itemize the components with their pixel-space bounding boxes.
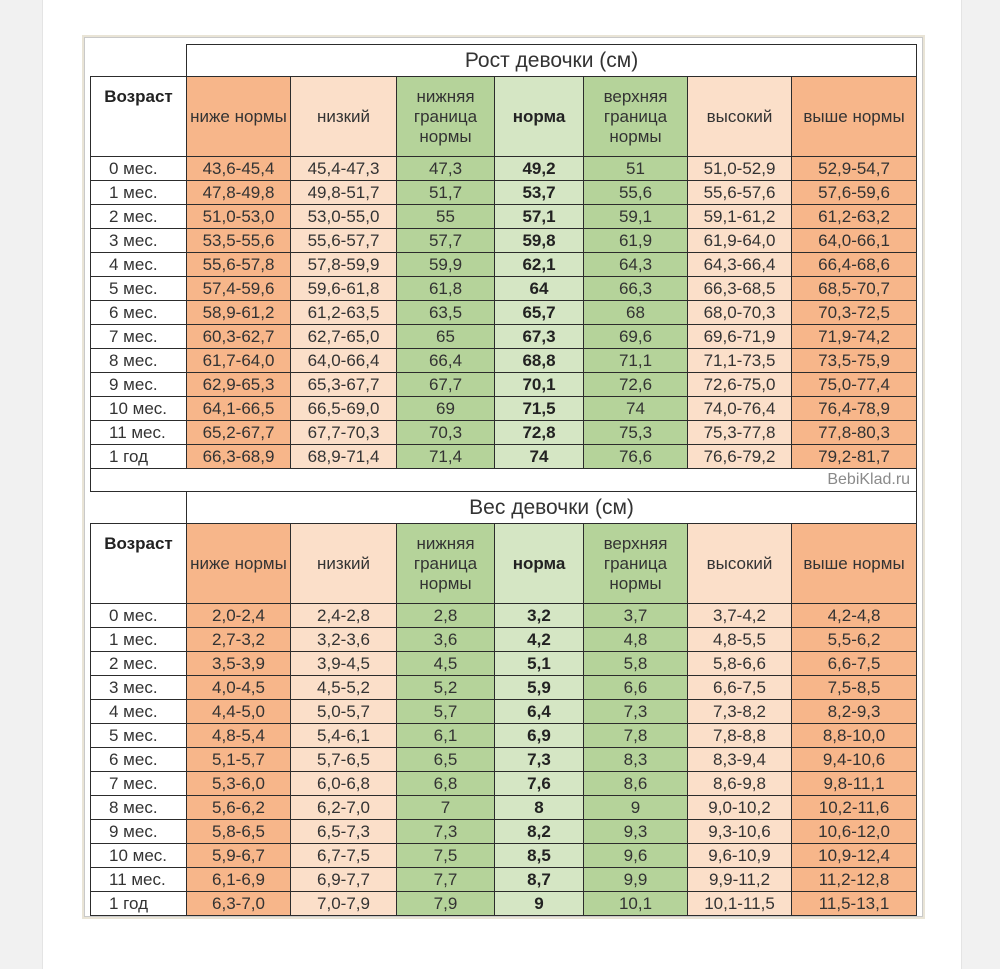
cell-below-norm: 5,8-6,5 bbox=[187, 820, 291, 844]
cell-norm: 72,8 bbox=[495, 421, 584, 445]
cell-upper-bound: 76,6 bbox=[584, 445, 688, 469]
cell-lower-bound: 65 bbox=[397, 325, 495, 349]
cell-age: 1 год bbox=[91, 892, 187, 916]
cell-norm: 57,1 bbox=[495, 205, 584, 229]
cell-age: 1 год bbox=[91, 445, 187, 469]
cell-lower-bound: 5,7 bbox=[397, 700, 495, 724]
cell-lower-bound: 7 bbox=[397, 796, 495, 820]
weight-header-upper-bound: верхняя граница нормы bbox=[584, 524, 688, 604]
watermark-row bbox=[91, 469, 917, 492]
cell-norm: 8 bbox=[495, 796, 584, 820]
cell-upper-bound: 4,8 bbox=[584, 628, 688, 652]
cell-norm: 5,1 bbox=[495, 652, 584, 676]
cell-high: 75,3-77,8 bbox=[688, 421, 792, 445]
cell-lower-bound: 69 bbox=[397, 397, 495, 421]
watermark-spacer bbox=[187, 469, 688, 492]
cell-age: 2 мес. bbox=[91, 652, 187, 676]
cell-below-norm: 58,9-61,2 bbox=[187, 301, 291, 325]
height-table-row bbox=[91, 229, 917, 253]
spreadsheet-image bbox=[84, 37, 923, 917]
cell-age: 6 мес. bbox=[91, 748, 187, 772]
cell-low: 6,0-6,8 bbox=[291, 772, 397, 796]
cell-low: 4,5-5,2 bbox=[291, 676, 397, 700]
cell-upper-bound: 66,3 bbox=[584, 277, 688, 301]
cell-below-norm: 62,9-65,3 bbox=[187, 373, 291, 397]
cell-upper-bound: 74 bbox=[584, 397, 688, 421]
cell-below-norm: 4,8-5,4 bbox=[187, 724, 291, 748]
height-table-row bbox=[91, 277, 917, 301]
height-table-row bbox=[91, 397, 917, 421]
cell-below-norm: 61,7-64,0 bbox=[187, 349, 291, 373]
cell-lower-bound: 66,4 bbox=[397, 349, 495, 373]
cell-below-norm: 47,8-49,8 bbox=[187, 181, 291, 205]
cell-below-norm: 4,0-4,5 bbox=[187, 676, 291, 700]
cell-below-norm: 6,3-7,0 bbox=[187, 892, 291, 916]
cell-high: 9,3-10,6 bbox=[688, 820, 792, 844]
height-table-row bbox=[91, 325, 917, 349]
cell-high: 51,0-52,9 bbox=[688, 157, 792, 181]
height-table-row bbox=[91, 157, 917, 181]
weight-header-above-norm: выше нормы bbox=[792, 524, 917, 604]
cell-above-norm: 75,0-77,4 bbox=[792, 373, 917, 397]
cell-low: 3,9-4,5 bbox=[291, 652, 397, 676]
cell-high: 61,9-64,0 bbox=[688, 229, 792, 253]
cell-below-norm: 5,3-6,0 bbox=[187, 772, 291, 796]
cell-age: 8 мес. bbox=[91, 796, 187, 820]
cell-lower-bound: 7,9 bbox=[397, 892, 495, 916]
cell-low: 45,4-47,3 bbox=[291, 157, 397, 181]
weight-title-row bbox=[91, 492, 917, 524]
weight-table-row bbox=[91, 652, 917, 676]
cell-low: 2,4-2,8 bbox=[291, 604, 397, 628]
height-header-below-norm: ниже нормы bbox=[187, 77, 291, 157]
cell-lower-bound: 2,8 bbox=[397, 604, 495, 628]
cell-lower-bound: 7,5 bbox=[397, 844, 495, 868]
height-header-above-norm: выше нормы bbox=[792, 77, 917, 157]
weight-table-row bbox=[91, 628, 917, 652]
cell-high: 74,0-76,4 bbox=[688, 397, 792, 421]
cell-upper-bound: 9,9 bbox=[584, 868, 688, 892]
cell-below-norm: 5,6-6,2 bbox=[187, 796, 291, 820]
weight-table-row bbox=[91, 868, 917, 892]
weight-header-row bbox=[91, 524, 917, 604]
cell-low: 5,4-6,1 bbox=[291, 724, 397, 748]
cell-above-norm: 77,8-80,3 bbox=[792, 421, 917, 445]
cell-low: 66,5-69,0 bbox=[291, 397, 397, 421]
cell-above-norm: 9,8-11,1 bbox=[792, 772, 917, 796]
cell-upper-bound: 5,8 bbox=[584, 652, 688, 676]
cell-lower-bound: 59,9 bbox=[397, 253, 495, 277]
height-table-row bbox=[91, 181, 917, 205]
cell-low: 59,6-61,8 bbox=[291, 277, 397, 301]
cell-lower-bound: 67,7 bbox=[397, 373, 495, 397]
cell-above-norm: 61,2-63,2 bbox=[792, 205, 917, 229]
cell-high: 59,1-61,2 bbox=[688, 205, 792, 229]
height-table-row bbox=[91, 253, 917, 277]
cell-norm: 9 bbox=[495, 892, 584, 916]
cell-above-norm: 8,8-10,0 bbox=[792, 724, 917, 748]
cell-norm: 8,2 bbox=[495, 820, 584, 844]
cell-norm: 53,7 bbox=[495, 181, 584, 205]
cell-age: 9 мес. bbox=[91, 373, 187, 397]
cell-norm: 7,3 bbox=[495, 748, 584, 772]
page bbox=[42, 0, 962, 969]
cell-lower-bound: 7,3 bbox=[397, 820, 495, 844]
cell-upper-bound: 3,7 bbox=[584, 604, 688, 628]
weight-header-lower-bound: нижняя граница нормы bbox=[397, 524, 495, 604]
height-header-age: Возраст bbox=[91, 77, 187, 157]
cell-upper-bound: 6,6 bbox=[584, 676, 688, 700]
cell-above-norm: 73,5-75,9 bbox=[792, 349, 917, 373]
cell-low: 5,0-5,7 bbox=[291, 700, 397, 724]
weight-table-row bbox=[91, 604, 917, 628]
cell-high: 68,0-70,3 bbox=[688, 301, 792, 325]
cell-low: 49,8-51,7 bbox=[291, 181, 397, 205]
cell-high: 3,7-4,2 bbox=[688, 604, 792, 628]
cell-age: 5 мес. bbox=[91, 277, 187, 301]
cell-high: 55,6-57,6 bbox=[688, 181, 792, 205]
cell-lower-bound: 3,6 bbox=[397, 628, 495, 652]
cell-norm: 8,7 bbox=[495, 868, 584, 892]
cell-upper-bound: 51 bbox=[584, 157, 688, 181]
weight-table-row bbox=[91, 892, 917, 916]
growth-tables bbox=[90, 44, 917, 916]
weight-header-age: Возраст bbox=[91, 524, 187, 604]
cell-upper-bound: 68 bbox=[584, 301, 688, 325]
cell-above-norm: 71,9-74,2 bbox=[792, 325, 917, 349]
cell-low: 65,3-67,7 bbox=[291, 373, 397, 397]
height-header-high: высокий bbox=[688, 77, 792, 157]
cell-above-norm: 6,6-7,5 bbox=[792, 652, 917, 676]
cell-high: 64,3-66,4 bbox=[688, 253, 792, 277]
cell-high: 71,1-73,5 bbox=[688, 349, 792, 373]
cell-norm: 3,2 bbox=[495, 604, 584, 628]
cell-below-norm: 65,2-67,7 bbox=[187, 421, 291, 445]
cell-lower-bound: 71,4 bbox=[397, 445, 495, 469]
cell-below-norm: 6,1-6,9 bbox=[187, 868, 291, 892]
cell-upper-bound: 7,8 bbox=[584, 724, 688, 748]
cell-lower-bound: 47,3 bbox=[397, 157, 495, 181]
cell-upper-bound: 8,3 bbox=[584, 748, 688, 772]
cell-norm: 68,8 bbox=[495, 349, 584, 373]
cell-high: 10,1-11,5 bbox=[688, 892, 792, 916]
cell-high: 66,3-68,5 bbox=[688, 277, 792, 301]
cell-below-norm: 2,7-3,2 bbox=[187, 628, 291, 652]
cell-above-norm: 10,2-11,6 bbox=[792, 796, 917, 820]
cell-upper-bound: 59,1 bbox=[584, 205, 688, 229]
weight-table-row bbox=[91, 748, 917, 772]
cell-below-norm: 53,5-55,6 bbox=[187, 229, 291, 253]
cell-high: 8,3-9,4 bbox=[688, 748, 792, 772]
cell-low: 3,2-3,6 bbox=[291, 628, 397, 652]
cell-below-norm: 64,1-66,5 bbox=[187, 397, 291, 421]
cell-norm: 5,9 bbox=[495, 676, 584, 700]
weight-table-row bbox=[91, 844, 917, 868]
cell-age: 11 мес. bbox=[91, 421, 187, 445]
cell-below-norm: 51,0-53,0 bbox=[187, 205, 291, 229]
cell-lower-bound: 61,8 bbox=[397, 277, 495, 301]
cell-below-norm: 57,4-59,6 bbox=[187, 277, 291, 301]
cell-low: 67,7-70,3 bbox=[291, 421, 397, 445]
cell-age: 1 мес. bbox=[91, 628, 187, 652]
cell-above-norm: 66,4-68,6 bbox=[792, 253, 917, 277]
cell-low: 68,9-71,4 bbox=[291, 445, 397, 469]
weight-table-row bbox=[91, 772, 917, 796]
cell-above-norm: 11,2-12,8 bbox=[792, 868, 917, 892]
cell-upper-bound: 71,1 bbox=[584, 349, 688, 373]
cell-high: 8,6-9,8 bbox=[688, 772, 792, 796]
cell-age: 0 мес. bbox=[91, 604, 187, 628]
height-header-low: низкий bbox=[291, 77, 397, 157]
cell-lower-bound: 6,5 bbox=[397, 748, 495, 772]
cell-high: 5,8-6,6 bbox=[688, 652, 792, 676]
cell-below-norm: 43,6-45,4 bbox=[187, 157, 291, 181]
cell-above-norm: 79,2-81,7 bbox=[792, 445, 917, 469]
cell-lower-bound: 6,8 bbox=[397, 772, 495, 796]
cell-low: 6,2-7,0 bbox=[291, 796, 397, 820]
cell-norm: 59,8 bbox=[495, 229, 584, 253]
cell-upper-bound: 8,6 bbox=[584, 772, 688, 796]
cell-age: 3 мес. bbox=[91, 676, 187, 700]
cell-norm: 6,4 bbox=[495, 700, 584, 724]
height-title: Рост девочки (см) bbox=[187, 45, 917, 77]
watermark-spacer bbox=[91, 469, 187, 492]
cell-below-norm: 55,6-57,8 bbox=[187, 253, 291, 277]
height-table-row bbox=[91, 421, 917, 445]
site-watermark: BebiKlad.ru bbox=[688, 469, 917, 492]
cell-high: 7,3-8,2 bbox=[688, 700, 792, 724]
cell-upper-bound: 10,1 bbox=[584, 892, 688, 916]
cell-high: 76,6-79,2 bbox=[688, 445, 792, 469]
cell-low: 7,0-7,9 bbox=[291, 892, 397, 916]
cell-upper-bound: 7,3 bbox=[584, 700, 688, 724]
cell-lower-bound: 4,5 bbox=[397, 652, 495, 676]
cell-lower-bound: 7,7 bbox=[397, 868, 495, 892]
cell-below-norm: 5,9-6,7 bbox=[187, 844, 291, 868]
height-table-row bbox=[91, 205, 917, 229]
height-table-row bbox=[91, 349, 917, 373]
cell-upper-bound: 9,6 bbox=[584, 844, 688, 868]
cell-high: 7,8-8,8 bbox=[688, 724, 792, 748]
cell-low: 5,7-6,5 bbox=[291, 748, 397, 772]
cell-age: 11 мес. bbox=[91, 868, 187, 892]
cell-above-norm: 11,5-13,1 bbox=[792, 892, 917, 916]
height-header-upper-bound: верхняя граница нормы bbox=[584, 77, 688, 157]
cell-age: 3 мес. bbox=[91, 229, 187, 253]
cell-above-norm: 64,0-66,1 bbox=[792, 229, 917, 253]
height-table-row bbox=[91, 373, 917, 397]
cell-upper-bound: 64,3 bbox=[584, 253, 688, 277]
cell-low: 55,6-57,7 bbox=[291, 229, 397, 253]
cell-age: 10 мес. bbox=[91, 397, 187, 421]
cell-high: 9,9-11,2 bbox=[688, 868, 792, 892]
cell-age: 1 мес. bbox=[91, 181, 187, 205]
weight-table-row bbox=[91, 796, 917, 820]
weight-table-row bbox=[91, 700, 917, 724]
cell-below-norm: 66,3-68,9 bbox=[187, 445, 291, 469]
cell-norm: 6,9 bbox=[495, 724, 584, 748]
cell-age: 0 мес. bbox=[91, 157, 187, 181]
cell-lower-bound: 5,2 bbox=[397, 676, 495, 700]
cell-lower-bound: 63,5 bbox=[397, 301, 495, 325]
cell-age: 9 мес. bbox=[91, 820, 187, 844]
weight-corner bbox=[91, 492, 187, 524]
height-header-norm: норма bbox=[495, 77, 584, 157]
cell-age: 2 мес. bbox=[91, 205, 187, 229]
weight-table-row bbox=[91, 724, 917, 748]
cell-low: 53,0-55,0 bbox=[291, 205, 397, 229]
cell-high: 9,6-10,9 bbox=[688, 844, 792, 868]
cell-norm: 8,5 bbox=[495, 844, 584, 868]
cell-above-norm: 7,5-8,5 bbox=[792, 676, 917, 700]
cell-norm: 7,6 bbox=[495, 772, 584, 796]
height-title-row bbox=[91, 45, 917, 77]
cell-low: 57,8-59,9 bbox=[291, 253, 397, 277]
cell-high: 9,0-10,2 bbox=[688, 796, 792, 820]
cell-above-norm: 10,6-12,0 bbox=[792, 820, 917, 844]
cell-lower-bound: 55 bbox=[397, 205, 495, 229]
weight-header-low: низкий bbox=[291, 524, 397, 604]
cell-high: 6,6-7,5 bbox=[688, 676, 792, 700]
cell-above-norm: 70,3-72,5 bbox=[792, 301, 917, 325]
cell-above-norm: 10,9-12,4 bbox=[792, 844, 917, 868]
cell-norm: 4,2 bbox=[495, 628, 584, 652]
weight-table-row bbox=[91, 820, 917, 844]
cell-high: 4,8-5,5 bbox=[688, 628, 792, 652]
cell-upper-bound: 75,3 bbox=[584, 421, 688, 445]
cell-norm: 74 bbox=[495, 445, 584, 469]
cell-upper-bound: 69,6 bbox=[584, 325, 688, 349]
height-table-row bbox=[91, 445, 917, 469]
height-header-lower-bound: нижняя граница нормы bbox=[397, 77, 495, 157]
weight-header-below-norm: ниже нормы bbox=[187, 524, 291, 604]
cell-norm: 65,7 bbox=[495, 301, 584, 325]
cell-low: 6,5-7,3 bbox=[291, 820, 397, 844]
cell-age: 7 мес. bbox=[91, 772, 187, 796]
cell-norm: 70,1 bbox=[495, 373, 584, 397]
cell-below-norm: 5,1-5,7 bbox=[187, 748, 291, 772]
cell-low: 62,7-65,0 bbox=[291, 325, 397, 349]
cell-above-norm: 76,4-78,9 bbox=[792, 397, 917, 421]
cell-norm: 67,3 bbox=[495, 325, 584, 349]
cell-low: 6,7-7,5 bbox=[291, 844, 397, 868]
cell-high: 72,6-75,0 bbox=[688, 373, 792, 397]
cell-norm: 62,1 bbox=[495, 253, 584, 277]
cell-above-norm: 9,4-10,6 bbox=[792, 748, 917, 772]
cell-upper-bound: 9 bbox=[584, 796, 688, 820]
cell-low: 64,0-66,4 bbox=[291, 349, 397, 373]
cell-age: 4 мес. bbox=[91, 700, 187, 724]
cell-lower-bound: 6,1 bbox=[397, 724, 495, 748]
cell-upper-bound: 72,6 bbox=[584, 373, 688, 397]
cell-high: 69,6-71,9 bbox=[688, 325, 792, 349]
cell-below-norm: 60,3-62,7 bbox=[187, 325, 291, 349]
cell-above-norm: 5,5-6,2 bbox=[792, 628, 917, 652]
cell-lower-bound: 70,3 bbox=[397, 421, 495, 445]
cell-low: 6,9-7,7 bbox=[291, 868, 397, 892]
weight-header-high: высокий bbox=[688, 524, 792, 604]
cell-age: 6 мес. bbox=[91, 301, 187, 325]
cell-lower-bound: 57,7 bbox=[397, 229, 495, 253]
weight-table-row bbox=[91, 676, 917, 700]
cell-upper-bound: 9,3 bbox=[584, 820, 688, 844]
cell-norm: 64 bbox=[495, 277, 584, 301]
cell-below-norm: 3,5-3,9 bbox=[187, 652, 291, 676]
cell-lower-bound: 51,7 bbox=[397, 181, 495, 205]
cell-below-norm: 2,0-2,4 bbox=[187, 604, 291, 628]
cell-norm: 49,2 bbox=[495, 157, 584, 181]
height-table-row bbox=[91, 301, 917, 325]
weight-title: Вес девочки (см) bbox=[187, 492, 917, 524]
cell-above-norm: 68,5-70,7 bbox=[792, 277, 917, 301]
cell-low: 61,2-63,5 bbox=[291, 301, 397, 325]
cell-age: 4 мес. bbox=[91, 253, 187, 277]
cell-above-norm: 57,6-59,6 bbox=[792, 181, 917, 205]
cell-upper-bound: 55,6 bbox=[584, 181, 688, 205]
weight-header-norm: норма bbox=[495, 524, 584, 604]
cell-above-norm: 8,2-9,3 bbox=[792, 700, 917, 724]
cell-above-norm: 52,9-54,7 bbox=[792, 157, 917, 181]
height-corner bbox=[91, 45, 187, 77]
cell-age: 10 мес. bbox=[91, 844, 187, 868]
height-header-row bbox=[91, 77, 917, 157]
cell-upper-bound: 61,9 bbox=[584, 229, 688, 253]
cell-below-norm: 4,4-5,0 bbox=[187, 700, 291, 724]
cell-age: 7 мес. bbox=[91, 325, 187, 349]
cell-age: 8 мес. bbox=[91, 349, 187, 373]
cell-above-norm: 4,2-4,8 bbox=[792, 604, 917, 628]
cell-norm: 71,5 bbox=[495, 397, 584, 421]
cell-age: 5 мес. bbox=[91, 724, 187, 748]
